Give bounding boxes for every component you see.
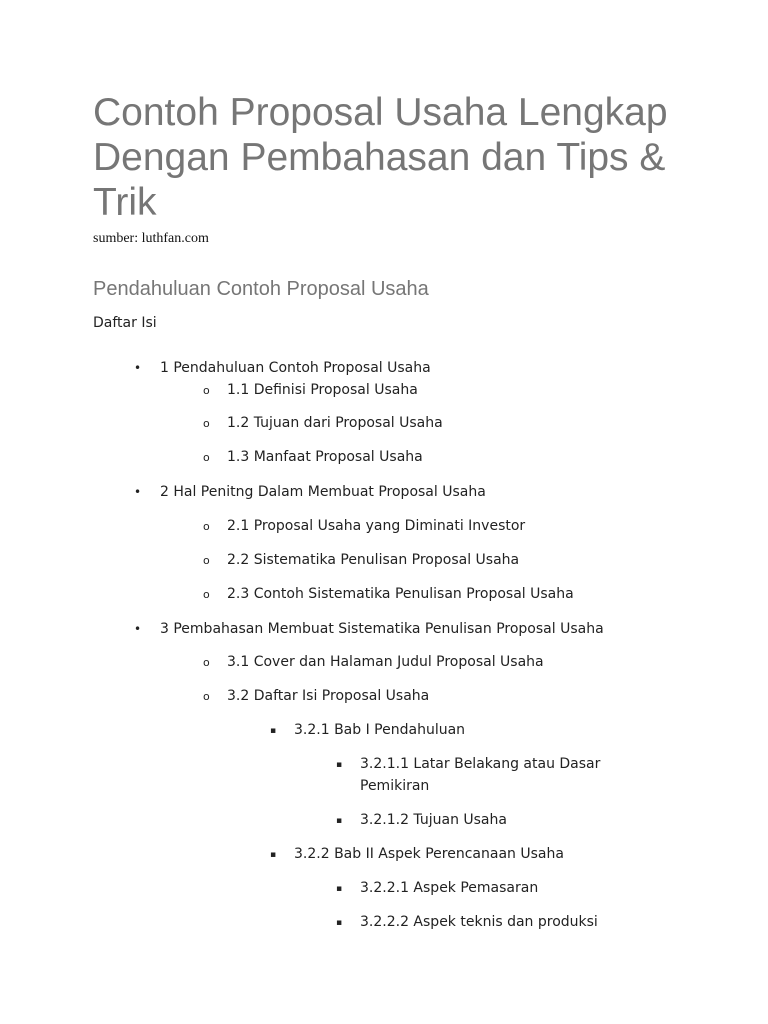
toc-item-1-3[interactable]: 1.3 Manfaat Proposal Usaha [227,449,423,465]
bullet-square-icon: ▪ [336,884,343,894]
bullet-circle-icon: o [203,451,210,464]
bullet-disc-icon: • [134,622,142,636]
toc-item-2-2[interactable]: 2.2 Sistematika Penulisan Proposal Usaha [227,552,520,568]
bullet-circle-icon: o [203,417,210,430]
page-title: Contoh Proposal Usaha Lengkap Dengan Pembahasan dan Tips & Trik [93,91,668,224]
toc-item-2-3[interactable]: 2.3 Contoh Sistematika Penulisan Proposal Usaha [227,586,574,602]
bullet-circle-icon: o [203,520,210,533]
toc-item-2-1[interactable]: 2.1 Proposal Usaha yang Diminati Investor [227,518,526,534]
bullet-circle-icon: o [203,588,210,601]
bullet-square-icon: ▪ [336,816,343,826]
bullet-square-icon: ▪ [336,918,343,928]
bullet-square-icon: ▪ [336,760,343,770]
bullet-disc-icon: • [134,485,142,499]
bullet-square-icon: ▪ [270,850,277,860]
toc-item-3-2-2-1[interactable]: 3.2.2.1 Aspek Pemasaran [360,880,539,896]
toc-item-1-2[interactable]: 1.2 Tujuan dari Proposal Usaha [227,415,443,431]
toc-label: Daftar Isi [93,315,157,331]
toc-item-3-2-1-1[interactable]: 3.2.1.1 Latar Belakang atau Dasar Pemikiran [360,756,601,794]
toc-item-3-2-2-2[interactable]: 3.2.2.2 Aspek teknis dan produksi [360,914,598,930]
bullet-disc-icon: • [134,361,142,375]
source-credit: sumber: luthfan.com [93,231,209,246]
toc-item-3-1[interactable]: 3.1 Cover dan Halaman Judul Proposal Usaha [227,654,544,670]
toc-item-3-2-1[interactable]: 3.2.1 Bab I Pendahuluan [294,722,466,738]
bullet-circle-icon: o [203,554,210,567]
bullet-circle-icon: o [203,656,210,669]
toc-item-1[interactable]: 1 Pendahuluan Contoh Proposal Usaha [160,360,431,376]
toc-item-3-2[interactable]: 3.2 Daftar Isi Proposal Usaha [227,688,430,704]
toc-item-3-2-1-2[interactable]: 3.2.1.2 Tujuan Usaha [360,812,507,828]
bullet-circle-icon: o [203,690,210,703]
bullet-square-icon: ▪ [270,726,277,736]
section-heading: Pendahuluan Contoh Proposal Usaha [93,278,429,300]
toc-item-3-2-2[interactable]: 3.2.2 Bab II Aspek Perencanaan Usaha [294,846,564,862]
toc-item-3[interactable]: 3 Pembahasan Membuat Sistematika Penulisan Proposal Usaha [160,621,604,637]
bullet-circle-icon: o [203,384,210,397]
toc-item-2[interactable]: 2 Hal Penitng Dalam Membuat Proposal Usaha [160,484,486,500]
toc-item-1-1[interactable]: 1.1 Definisi Proposal Usaha [227,382,418,398]
